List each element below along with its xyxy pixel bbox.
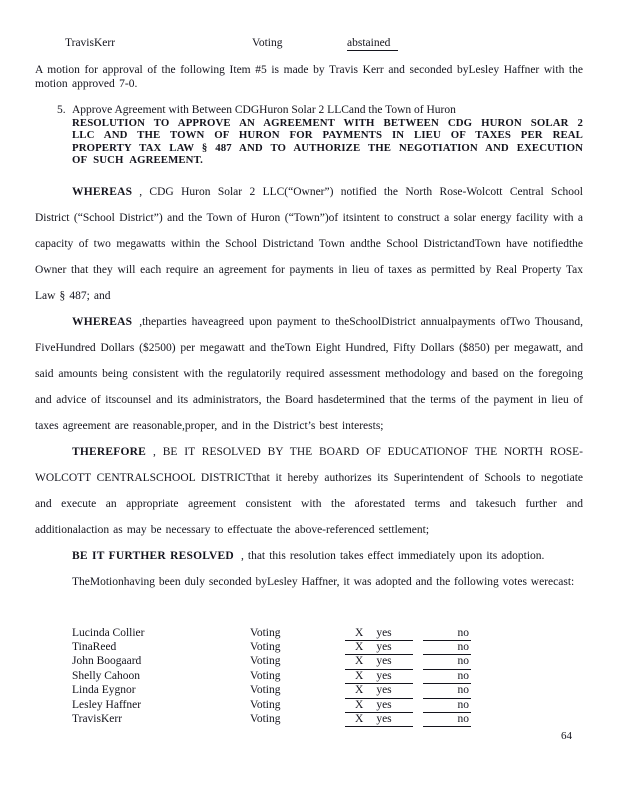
yes-label: yes bbox=[376, 626, 392, 639]
vote-x-mark: X bbox=[355, 626, 364, 639]
vote-no-blank: no bbox=[423, 684, 471, 698]
clause-whereas-1 bbox=[35, 179, 583, 309]
clause-text: ,theparties haveagreed upon payment to theSchoolDistrict annualpayments ofTwo Thousand, FiveHundred Dollars ($2500) per megawatt and theTown Eight Hundred, Fifty Dollars ($850) per megawatt, and said amounts being consistent with the regulatorily required assessment methodology and based on the foregoing and advice of itscounsel and its administrators, the Board hasdetermined that the terms of the payment in lieu of taxes agreement are reasonable,proper, and in the District’s best interests; bbox=[35, 315, 583, 432]
clause-text: , CDG Huron Solar 2 LLC(“Owner”) notified the North Rose-Wolcott Central School District (“School District”) and the Town of Huron (“Town”)of itsintent to construct a solar energy facility with a capacity of two megawatts within the School Districtand Town andthe School DistrictandTown have notifiedthe Owner that they will each require an agreement for payments in lieu of taxes as permitted by Real Property Tax Law § 487; and bbox=[35, 185, 583, 302]
voting-label: Voting bbox=[250, 655, 281, 668]
vote-no-blank: no bbox=[423, 627, 471, 641]
yes-label: yes bbox=[376, 713, 392, 726]
clause-whereas-2 bbox=[35, 309, 583, 439]
vote-yes-blank bbox=[345, 684, 413, 698]
clause-lead-word: THEREFORE bbox=[72, 445, 147, 458]
board-member-name: John Boogaard bbox=[72, 655, 142, 668]
clause-further-resolved bbox=[35, 543, 583, 569]
prior-vote-line bbox=[35, 36, 583, 51]
agenda-item-number: 5. bbox=[57, 104, 66, 116]
vote-x-mark: X bbox=[355, 698, 364, 711]
vote-row bbox=[72, 670, 583, 684]
vote-x-mark: X bbox=[355, 669, 364, 682]
board-member-name: Shelly Cahoon bbox=[72, 669, 141, 682]
clause-lead-word: WHEREAS bbox=[72, 315, 133, 328]
vote-yes-blank bbox=[345, 699, 413, 713]
clause-lead-word: WHEREAS bbox=[72, 185, 133, 198]
vote-result-abstained: abstained bbox=[347, 36, 398, 51]
vote-yes-blank bbox=[345, 641, 413, 655]
vote-x-mark: X bbox=[355, 684, 364, 697]
vote-yes-blank bbox=[345, 670, 413, 684]
agenda-item-5 bbox=[35, 104, 583, 117]
board-member-name: Lesley Haffner bbox=[72, 698, 142, 711]
vote-yes-blank bbox=[345, 713, 413, 727]
voting-label: Voting bbox=[250, 684, 281, 697]
vote-row bbox=[72, 713, 583, 727]
voting-label: Voting bbox=[250, 713, 281, 726]
page-number: 64 bbox=[561, 730, 572, 742]
roll-call-vote-table bbox=[35, 627, 583, 728]
vote-x-mark: X bbox=[355, 655, 364, 668]
board-member-name: Linda Eygnor bbox=[72, 684, 136, 697]
vote-x-mark: X bbox=[355, 713, 364, 726]
vote-no-blank: no bbox=[423, 655, 471, 669]
yes-label: yes bbox=[376, 655, 392, 668]
vote-no-blank: no bbox=[423, 699, 471, 713]
vote-row bbox=[72, 655, 583, 669]
vote-no-blank: no bbox=[423, 641, 471, 655]
vote-no-blank: no bbox=[423, 713, 471, 727]
vote-row bbox=[72, 699, 583, 713]
vote-yes-blank bbox=[345, 655, 413, 669]
document-content bbox=[35, 36, 583, 727]
board-member-name: Lucinda Collier bbox=[72, 626, 145, 639]
vote-x-mark: X bbox=[355, 641, 364, 654]
resolution-clauses bbox=[35, 179, 583, 595]
vote-row bbox=[72, 641, 583, 655]
vote-yes-blank bbox=[345, 627, 413, 641]
yes-label: yes bbox=[376, 684, 392, 697]
agenda-item-title: Approve Agreement with Between CDGHuron Solar 2 LLCand the Town of Huron bbox=[72, 104, 456, 116]
voting-label: Voting bbox=[250, 698, 281, 711]
board-member-name: TinaReed bbox=[72, 641, 117, 654]
clause-text: , BE IT RESOLVED BY THE BOARD OF EDUCATIONOF THE NORTH ROSE-WOLCOTT CENTRALSCHOOL DISTRICTthat it hereby authorizes its Superintendent of Schools to negotiate and execute an appropriate agreement consistent with the aforestated terms and takesuch further and additionalaction as may be necessary to effectuate the above-referenced settlement; bbox=[35, 445, 583, 536]
voting-label: Voting bbox=[250, 641, 281, 654]
voting-label: Voting bbox=[250, 669, 281, 682]
clause-lead-word: BE IT FURTHER RESOLVED bbox=[72, 549, 234, 562]
motion-intro-paragraph: A motion for approval of the following Item #5 is made by Travis Kerr and seconded byLesley Haffner with the motion approved 7-0. bbox=[35, 64, 583, 90]
clause-text: , that this resolution takes effect immediately upon its adoption. bbox=[240, 549, 545, 562]
vote-row bbox=[72, 627, 583, 641]
voting-label: Voting bbox=[250, 626, 281, 639]
resolution-heading: RESOLUTION TO APPROVE AN AGREEMENT WITH BETWEEN CDG HURON SOLAR 2 LLC AND THE TOWN OF HURON FOR PAYMENTS IN LIEU OF TAXES PER REAL PROPERTY TAX LAW § 487 AND TO AUTHORIZE THE NEGOTIATION AND EXECUTION OF SUCH AGREEMENT. bbox=[72, 117, 583, 167]
vote-row bbox=[72, 684, 583, 698]
vote-no-blank: no bbox=[423, 670, 471, 684]
yes-label: yes bbox=[376, 698, 392, 711]
adoption-line: TheMotionhaving been duly seconded byLesley Haffner, it was adopted and the following votes werecast: bbox=[72, 575, 575, 588]
yes-label: yes bbox=[376, 669, 392, 682]
board-member-name: TravisKerr bbox=[65, 37, 116, 49]
yes-label: yes bbox=[376, 641, 392, 654]
clause-therefore bbox=[35, 439, 583, 543]
board-member-name: TravisKerr bbox=[72, 713, 123, 726]
voting-label: Voting bbox=[252, 37, 283, 49]
